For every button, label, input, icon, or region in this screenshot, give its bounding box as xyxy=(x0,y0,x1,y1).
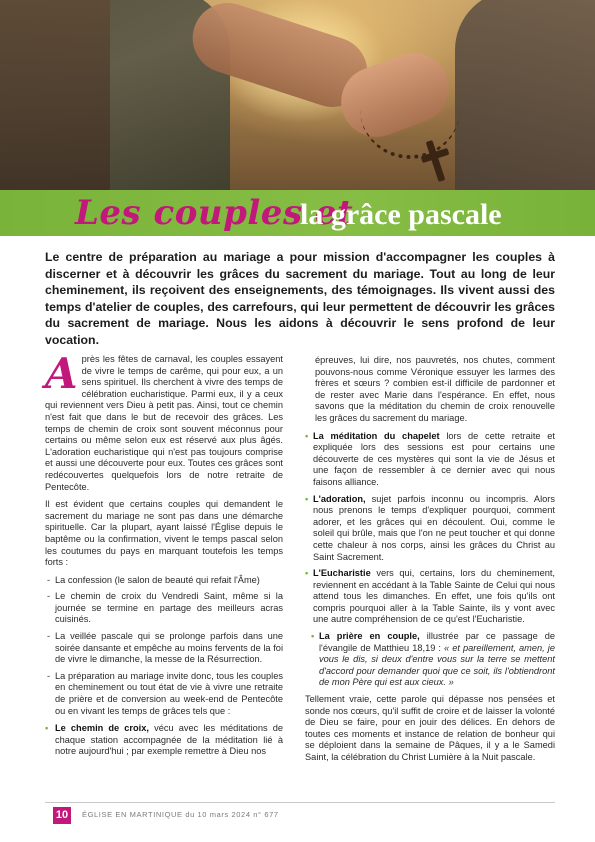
page-number: 10 xyxy=(53,807,71,824)
drop-cap: A xyxy=(45,349,78,398)
bullet-text: sujet parfois inconnu ou incompris. Alors nous prenons le temps d'expliquer pourquoi, comment adorer, et les grâces qui en découlent. Oui, comme le soleil qui brûle, mais que l'on ne peut toucher et qui donne cette chaleur à nos corps, ainsi les grâces du Christ au Saint Sacrement. xyxy=(313,493,555,562)
bullet-chemin-de-croix xyxy=(45,723,283,758)
bullet-chapelet xyxy=(305,431,555,489)
right-column xyxy=(305,355,555,770)
bullet-adoration xyxy=(305,494,555,564)
closing-paragraph: Tellement vraie, cette parole qui dépasse nos pensées et sonde nos cœurs, qu'il suffit de croire et de laisser la volonté de Dieu se faire, pour en jouir des délices. En dehors de toutes ces moments et instance de relation de bonheur qui se déploient dans la semaine de Pâques, il y a le Samedi Saint, la célébration du Christ Lumière à la Nuit pascale. xyxy=(305,694,555,762)
bullet-text: illustrée par ce passage de l'évangile de Matthieu 18,19 : xyxy=(319,631,556,653)
dash-list xyxy=(45,575,283,718)
list-item: - La préparation au mariage invite donc, tous les couples en cheminement ou tout état de vie à vivre une retraite de prière et de conversion au week-end de Pentecôte ou en vivant les temps de grâces tels que : xyxy=(45,671,283,717)
photo-jacket xyxy=(0,0,110,190)
paragraph-2: Il est évident que certains couples qui demandent le sacrement du mariage ne sont pas dans une démarche spirituelle. Car la plupart, ayant laissé l'Église depuis le baptême ou la confirmation, vivent le temps pascal selon les coutumes du pays en marquant toutefois les temps forts : xyxy=(45,499,283,568)
list-item: - La confession (le salon de beauté qui refait l'Âme) xyxy=(45,575,283,587)
paragraph-1-text: près les fêtes de carnaval, les couples essayent de vivre le temps de carême, qui pour eux, a un sens spirituel. Ils cherchent à vivre des temps de célébration eucharistique. Parmi eux, il y a ceux qui reviennent vers Dieu à petit pas. Ainsi, tout ce chemin n'est fait que dans le but de recevoir des grâces. Les temps de chemin de croix sont souvent méconnus pour certains ou même selon eux est réservé aux plus âgés. L'adoration eucharistique qui n'est pas toujours comprise et aussi une découverte pour eux. Toutes ces grâces sont redécouvertes quelquefois lors de notre retraite de Pentecôte. xyxy=(45,354,283,492)
paragraph-1 xyxy=(45,349,283,493)
hero-photo xyxy=(0,0,595,190)
continued-paragraph: épreuves, lui dire, nos pauvretés, nos chutes, comment pouvons-nous comme Véronique essuyer les larmes des frères et sœurs ? combien est-il difficile de pardonner et de rester avec Marie dans l'espérance. En effet, nous savons que la méditation du chemin de croix renouvelle les grâces du sacrement du mariage. xyxy=(315,355,555,423)
bullet-heading: Le chemin de croix, xyxy=(55,723,149,734)
title-main: la grâce pascale xyxy=(300,198,502,231)
footer-publication: ÉGLISE EN MARTINIQUE du 10 mars 2024 n° 677 xyxy=(82,810,279,819)
list-item: - La veillée pascale qui se prolonge parfois dans une soirée dansante et empêche au moins fervents de la foi de vivre le dimanche, la messe de la Résurrection. xyxy=(45,631,283,666)
list-item: - Le chemin de croix du Vendredi Saint, même si la journée se termine en partage des meilleurs acras cuisinés. xyxy=(45,591,283,626)
bullet-text: vers qui, certains, lors du cheminement, reviennent en accédant à la Table Sainte de Celui qui nous attend tous les dimanches. En effet, une fois qu'ils ont compris pourquoi aller à la Table Sainte, ils y vont avec une autre compréhension de ce qu'est l'Eucharistie. xyxy=(313,568,555,625)
left-column xyxy=(45,349,283,763)
bullet-text: lors de cette retraite et expliquée lors des sessions est pour certains une découverte de ces mystères qui sont la vie de Jésus et une façon de ressembler à ce dernier avec qui nous faisons alliance. xyxy=(313,430,555,487)
bullet-text: vécu avec les méditations de chaque station accompagnée de la méditation lié à notre aujourd'hui ; par exemple remettre à Dieu nos xyxy=(55,723,283,757)
bullet-heading: L'Eucharistie xyxy=(313,568,371,579)
bullet-heading: La méditation du chapelet xyxy=(313,430,440,441)
intro-paragraph: Le centre de préparation au mariage a pour mission d'accompagner les couples à discerner et à découvrir les grâces du sacrement du mariage. Tout au long de leur cheminement, ils reçoivent des enseignements, des témoignages. Ils vivent aussi des temps d'atelier de couples, des carrefours, qui leur permettent de découvrir les grâces du sacrement de mariage. Nous les aidons à découvrir le sens profond de leur vocation. xyxy=(45,250,555,347)
bullet-heading: L'adoration, xyxy=(313,493,366,504)
title-script: Les couples et xyxy=(75,193,354,233)
photo-person-right xyxy=(455,0,595,190)
footer-divider xyxy=(45,802,555,803)
bullet-eucharistie xyxy=(305,568,555,626)
bullet-priere-en-couple xyxy=(311,631,555,689)
gospel-quote: « et pareillement, amen, je vous le dis, si deux d'entre vous sur la terre se mettent d'accord pour demander quoi que ce soit, ils l'obtiendront de mon Père qui est aux cieux. » xyxy=(319,642,555,688)
bullet-heading: La prière en couple, xyxy=(319,631,420,642)
